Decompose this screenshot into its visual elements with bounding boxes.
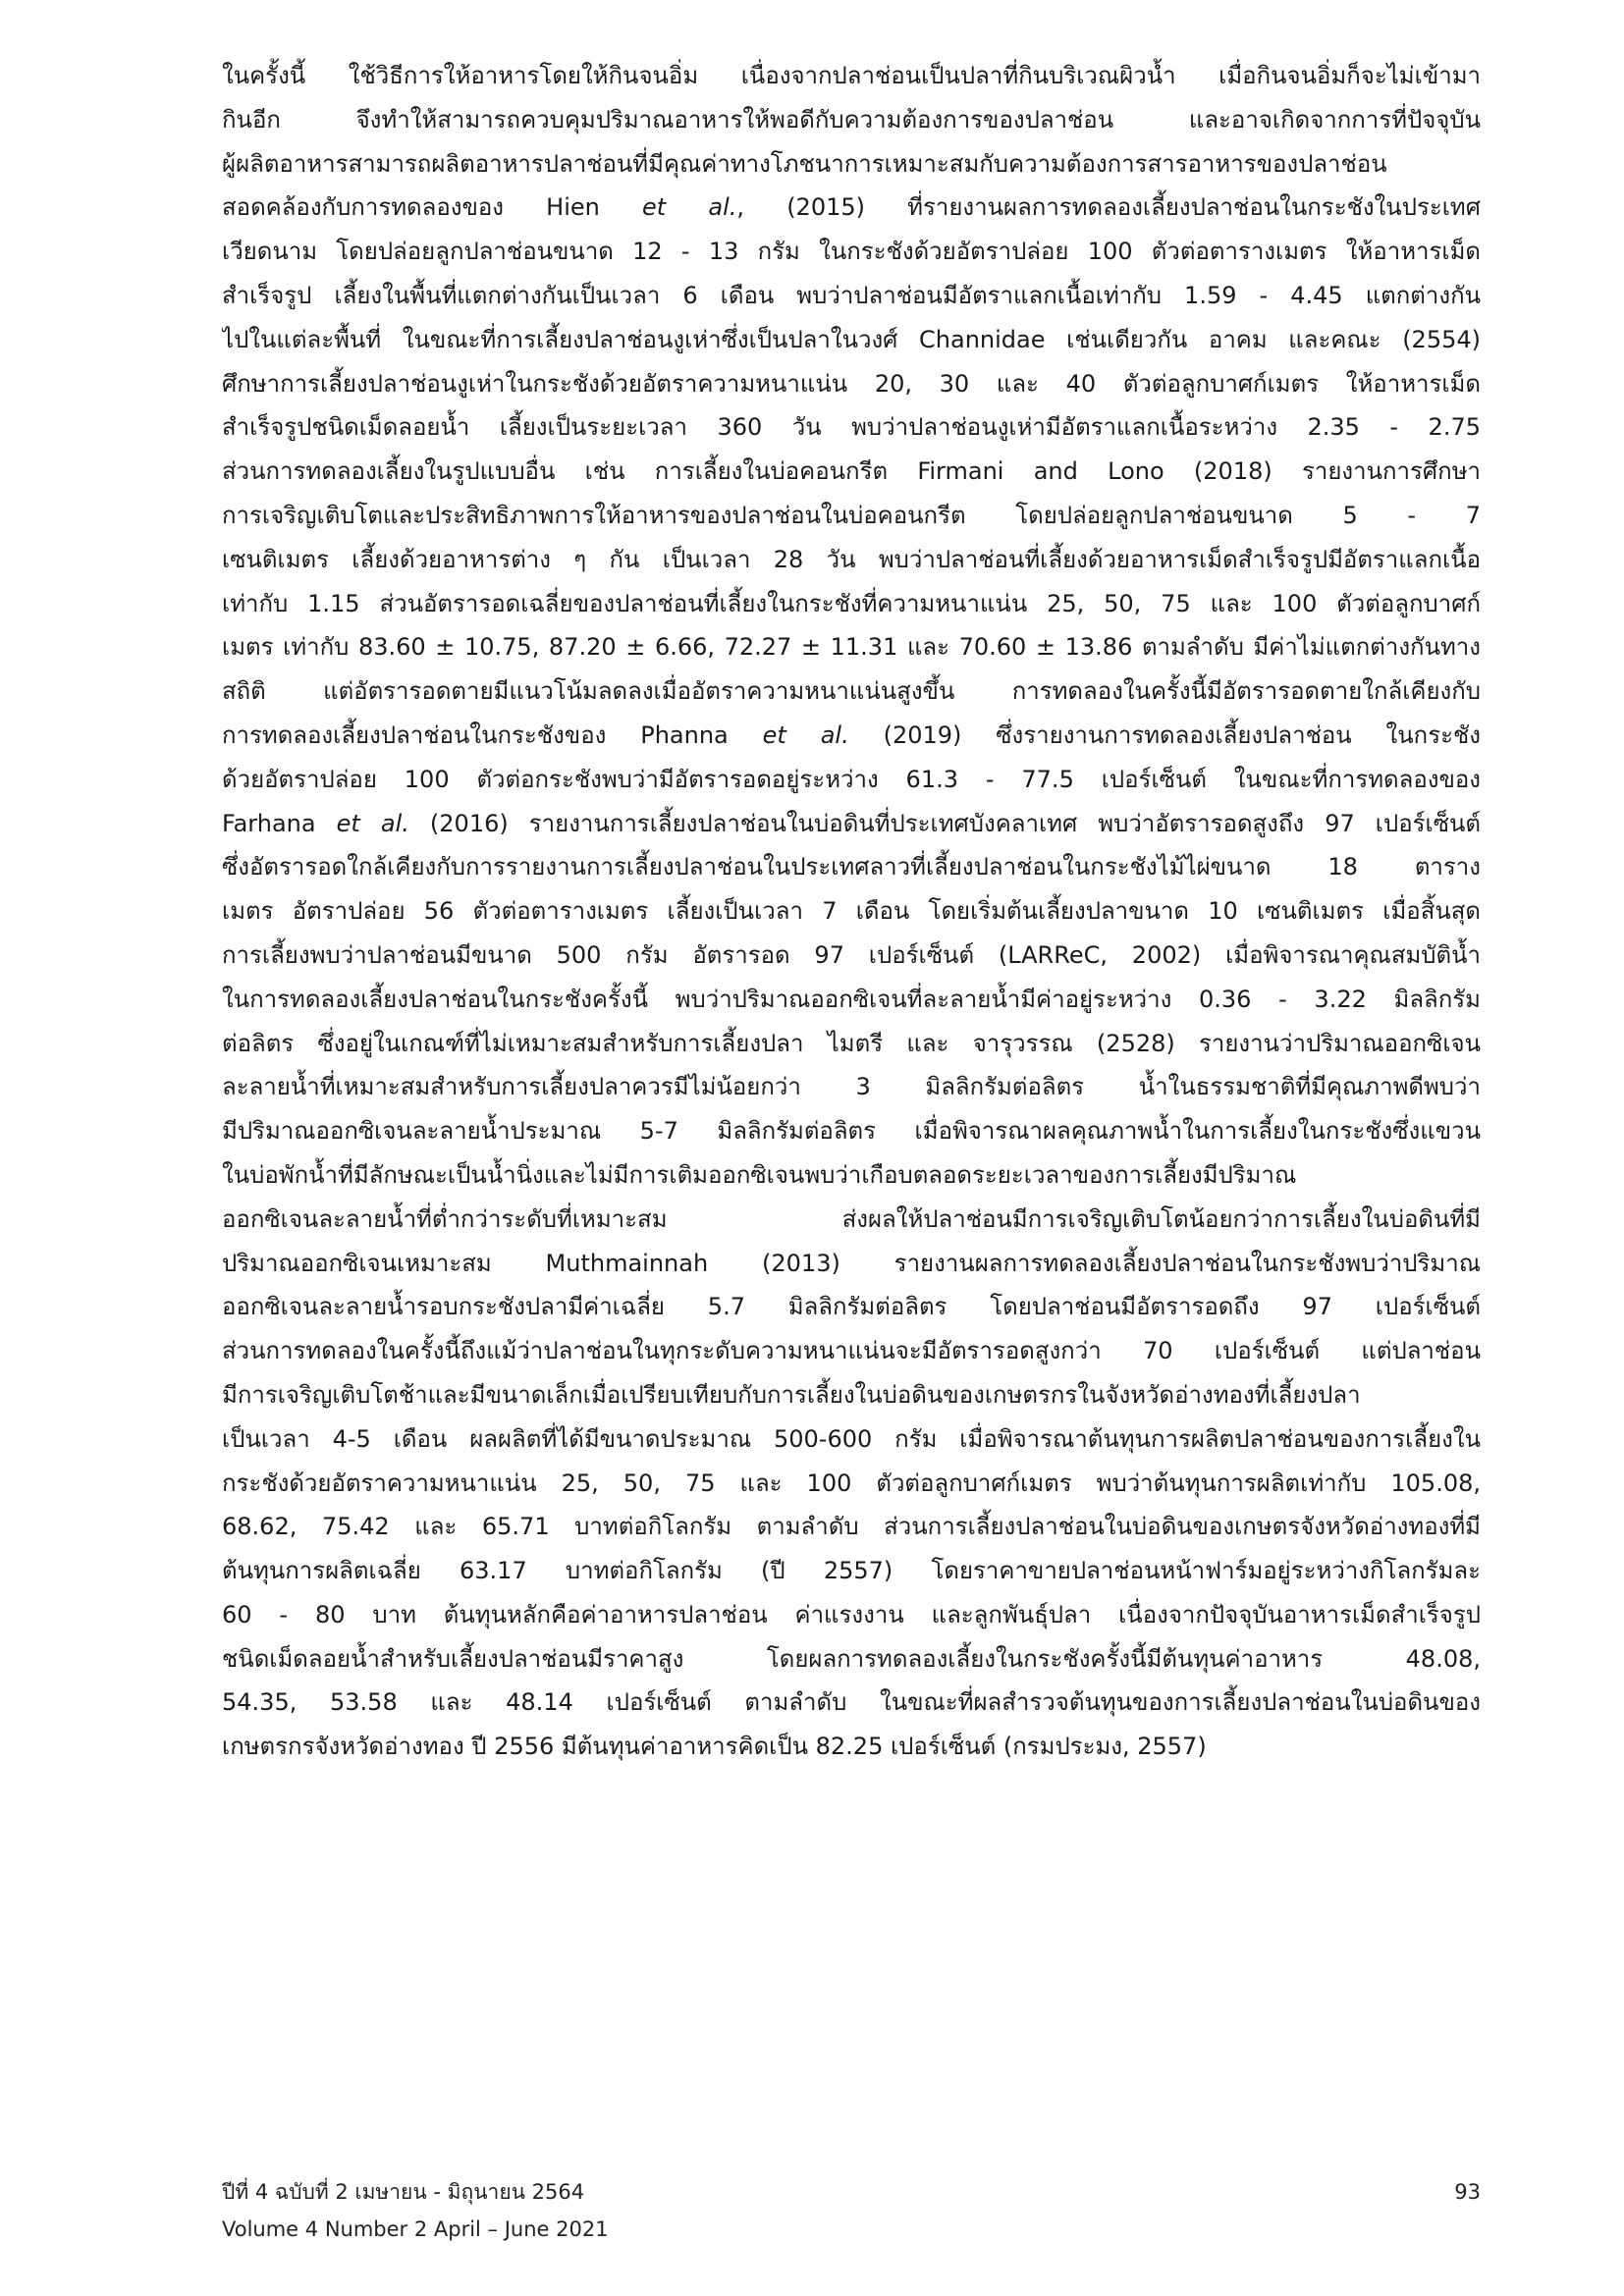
body-text-line: เวียดนาม โดยปล่อยลูกปลาช่อนขนาด 12 - 13 กรัม ในกระชังด้วยอัตราปล่อย 100 ตัวต่อตารางเมตร ให้อาหารเม็ด bbox=[222, 238, 1481, 266]
body-text-line: ออกซิเจนละลายน้ำรอบกระชังปลามีค่าเฉลี่ย 5.7 มิลลิกรัมต่อลิตร โดยปลาช่อนมีอัตรารอดถึง 97 เปอร์เซ็นต์ bbox=[222, 1293, 1481, 1321]
body-text-line: ออกซิเจนละลายน้ำที่ต่ำกว่าระดับที่เหมาะสม ส่งผลให้ปลาช่อนมีการเจริญเติบโตน้อยกว่าการเลี้ยงในบ่อดินที่มี bbox=[222, 1204, 1481, 1233]
body-text-line: ในครั้งนี้ ใช้วิธีการให้อาหารโดยให้กินจนอิ่ม เนื่องจากปลาช่อนเป็นปลาที่กินบริเวณผิวน้ำ เมื่อกินจนอิ่มก็จะไม่เข้ามา bbox=[222, 62, 1481, 89]
page-footer bbox=[222, 2177, 1481, 2246]
body-text-line: เมตร เท่ากับ 83.60 ± 10.75, 87.20 ± 6.66, 72.27 ± 11.31 และ 70.60 ± 13.86 ตามลำดับ มีค่าไม่แตกต่างกันทาง bbox=[222, 633, 1481, 662]
body-text-line: ส่วนการทดลองเลี้ยงในรูปแบบอื่น เช่น การเลี้ยงในบ่อคอนกรีต Firmani and Lono (2018) รายงานการศึกษา bbox=[222, 457, 1481, 486]
body-text-line: ในการทดลองเลี้ยงปลาช่อนในกระชังครั้งนี้ พบว่าปริมาณออกซิเจนที่ละลายน้ำมีค่าอยู่ระหว่าง 0.36 - 3.22 มิลลิกรัม bbox=[222, 985, 1481, 1013]
body-text-line: ศึกษาการเลี้ยงปลาช่อนงูเห่าในกระชังด้วยอัตราความหนาแน่น 20, 30 และ 40 ตัวต่อลูกบาศก์เมตร ให้อาหารเม็ด bbox=[222, 369, 1481, 398]
body-text-line: ในบ่อพักน้ำที่มีลักษณะเป็นน้ำนิ่งและไม่มีการเติมออกซิเจนพบว่าเกือบตลอดระยะเวลาของการเลี้ยงมีปริมาณ bbox=[222, 1160, 1297, 1189]
body-text-line: ต่อลิตร ซึ่งอยู่ในเกณฑ์ที่ไม่เหมาะสมสำหรับการเลี้ยงปลา ไมตรี และ จารุวรรณ (2528) รายงานว่าปริมาณออกซิเจน bbox=[222, 1029, 1481, 1057]
body-text-line: ซึ่งอัตรารอดใกล้เคียงกับการรายงานการเลี้ยงปลาช่อนในประเทศลาวที่เลี้ยงปลาช่อนในกระชังไม้ไผ่ขนาด 18 ตาราง bbox=[222, 853, 1481, 881]
body-text-line: ปริมาณออกซิเจนเหมาะสม Muthmainnah (2013) รายงานผลการทดลองเลี้ยงปลาช่อนในกระชังพบว่าปริมาณ bbox=[222, 1249, 1481, 1277]
body-text-line: สถิติ แต่อัตรารอดตายมีแนวโน้มลดลงเมื่ออัตราความหนาแน่นสูงขึ้น การทดลองในครั้งนี้มีอัตรารอดตายใกล้เคียงกับ bbox=[222, 677, 1481, 706]
body-text-line: เมตร อัตราปล่อย 56 ตัวต่อตารางเมตร เลี้ยงเป็นเวลา 7 เดือน โดยเริ่มต้นเลี้ยงปลาขนาด 10 เซนติเมตร เมื่อสิ้นสุด bbox=[222, 897, 1481, 926]
body-text-line: ผู้ผลิตอาหารสามารถผลิตอาหารปลาช่อนที่มีคุณค่าทางโภชนาการเหมาะสมกับความต้องการสารอาหารของปลาช่อน bbox=[222, 149, 1387, 178]
body-text-line: กินอีก จึงทำให้สามารถควบคุมปริมาณอาหารให้พอดีกับความต้องการของปลาช่อน และอาจเกิดจากการที่ปัจจุบัน bbox=[222, 105, 1481, 133]
page-number: 93 bbox=[1454, 2180, 1481, 2204]
article-body bbox=[222, 54, 1481, 1769]
body-text-line: สำเร็จรูปชนิดเม็ดลอยน้ำ เลี้ยงเป็นระยะเวลา 360 วัน พบว่าปลาช่อนงูเห่ามีอัตราแลกเนื้อระหว่าง 2.35 - 2.75 bbox=[222, 413, 1481, 442]
body-text-line: สำเร็จรูป เลี้ยงในพื้นที่แตกต่างกันเป็นเวลา 6 เดือน พบว่าปลาช่อนมีอัตราแลกเนื้อเท่ากับ 1.59 - 4.45 แตกต่างกัน bbox=[222, 281, 1481, 309]
body-text-line: ไปในแต่ละพื้นที่ ในขณะที่การเลี้ยงปลาช่อนงูเห่าซึ่งเป็นปลาในวงศ์ Channidae เช่นเดียวกัน อาคม และคณะ (2554) bbox=[222, 325, 1481, 353]
body-text-line: ส่วนการทดลองในครั้งนี้ถึงแม้ว่าปลาช่อนในทุกระดับความหนาแน่นจะมีอัตรารอดสูงกว่า 70 เปอร์เซ็นต์ แต่ปลาช่อน bbox=[222, 1337, 1481, 1365]
body-text-line: ชนิดเม็ดลอยน้ำสำหรับเลี้ยงปลาช่อนมีราคาสูง โดยผลการทดลองเลี้ยงในกระชังครั้งนี้มีต้นทุนค่าอาหาร 48.08, bbox=[222, 1644, 1481, 1673]
body-text-line: กระชังด้วยอัตราความหนาแน่น 25, 50, 75 และ 100 ตัวต่อลูกบาศก์เมตร พบว่าต้นทุนการผลิตเท่ากับ 105.08, bbox=[222, 1468, 1481, 1497]
footer-issue-english: Volume 4 Number 2 April – June 2021 bbox=[222, 2217, 609, 2241]
latin-abbreviation: et al. bbox=[642, 193, 737, 222]
body-text-line: 54.35, 53.58 และ 48.14 เปอร์เซ็นต์ ตามลำดับ ในขณะที่ผลสำรวจต้นทุนของการเลี้ยงปลาช่อนในบ่อดินของ bbox=[222, 1688, 1481, 1717]
body-text-line: สอดคล้องกับการทดลองของ Hien et al., (2015) ที่รายงานผลการทดลองเลี้ยงปลาช่อนในกระชังในประเทศ bbox=[222, 193, 1481, 222]
body-text-line: เกษตรกรจังหวัดอ่างทอง ปี 2556 มีต้นทุนค่าอาหารคิดเป็น 82.25 เปอร์เซ็นต์ (กรมประมง, 2557) bbox=[222, 1733, 1207, 1761]
body-text-line: ต้นทุนการผลิตเฉลี่ย 63.17 บาทต่อกิโลกรัม (ปี 2557) โดยราคาขายปลาช่อนหน้าฟาร์มอยู่ระหว่างกิโลกรัมละ bbox=[222, 1557, 1481, 1585]
body-text-line: เป็นเวลา 4-5 เดือน ผลผลิตที่ได้มีขนาดประมาณ 500-600 กรัม เมื่อพิจารณาต้นทุนการผลิตปลาช่อนของการเลี้ยงใน bbox=[222, 1424, 1481, 1453]
body-text-line: มีปริมาณออกซิเจนละลายน้ำประมาณ 5-7 มิลลิกรัมต่อลิตร เมื่อพิจารณาผลคุณภาพน้ำในการเลี้ยงในกระชังซึ่งแขวน bbox=[222, 1117, 1481, 1146]
body-text-line: การเลี้ยงพบว่าปลาช่อนมีขนาด 500 กรัม อัตรารอด 97 เปอร์เซ็นต์ (LARReC, 2002) เมื่อพิจารณาคุณสมบัติน้ำ bbox=[222, 940, 1481, 969]
body-text-line: ด้วยอัตราปล่อย 100 ตัวต่อกระชังพบว่ามีอัตรารอดอยู่ระหว่าง 61.3 - 77.5 เปอร์เซ็นต์ ในขณะที่การทดลองของ bbox=[222, 765, 1481, 793]
body-text-line: การทดลองเลี้ยงปลาช่อนในกระชังของ Phanna et al. (2019) ซึ่งรายงานการทดลองเลี้ยงปลาช่อน ในกระชัง bbox=[222, 721, 1481, 749]
body-text-line: ละลายน้ำที่เหมาะสมสำหรับการเลี้ยงปลาควรมีไม่น้อยกว่า 3 มิลลิกรัมต่อลิตร น้ำในธรรมชาติที่มีคุณภาพดีพบว่า bbox=[222, 1073, 1481, 1101]
body-text-line: 68.62, 75.42 และ 65.71 บาทต่อกิโลกรัม ตามลำดับ ส่วนการเลี้ยงปลาช่อนในบ่อดินของเกษตรจังหวัดอ่างทองที่มี bbox=[222, 1513, 1481, 1541]
body-text-line: 60 - 80 บาท ต้นทุนหลักคือค่าอาหารปลาช่อน ค่าแรงงาน และลูกพันธุ์ปลา เนื่องจากปัจจุบันอาหารเม็ดสำเร็จรูป bbox=[222, 1600, 1481, 1629]
footer-issue-thai: ปีที่ 4 ฉบับที่ 2 เมษายน - มิถุนายน 2564 bbox=[222, 2180, 585, 2204]
body-text-line: เท่ากับ 1.15 ส่วนอัตรารอดเฉลี่ยของปลาช่อนที่เลี้ยงในกระชังที่ความหนาแน่น 25, 50, 75 และ 100 ตัวต่อลูกบาศก์ bbox=[222, 589, 1481, 617]
body-text-line: เซนติเมตร เลี้ยงด้วยอาหารต่าง ๆ กัน เป็นเวลา 28 วัน พบว่าปลาช่อนที่เลี้ยงด้วยอาหารเม็ดสำเร็จรูปมีอัตราแลกเนื้อ bbox=[222, 545, 1481, 573]
body-text-line: การเจริญเติบโตและประสิทธิภาพการให้อาหารของปลาช่อนในบ่อคอนกรีต โดยปล่อยลูกปลาช่อนขนาด 5 - 7 bbox=[222, 501, 1481, 529]
body-text-line: Farhana et al. (2016) รายงานการเลี้ยงปลาช่อนในบ่อดินที่ประเทศบังคลาเทศ พบว่าอัตรารอดสูงถึง 97 เปอร์เซ็นต์ bbox=[222, 809, 1481, 837]
latin-abbreviation: et al. bbox=[336, 809, 409, 837]
latin-abbreviation: et al. bbox=[762, 721, 849, 749]
body-text-line: มีการเจริญเติบโตช้าและมีขนาดเล็กเมื่อเปรียบเทียบกับการเลี้ยงในบ่อดินของเกษตรกรในจังหวัดอ่างทองที่เลี้ยงปลา bbox=[222, 1380, 1361, 1409]
